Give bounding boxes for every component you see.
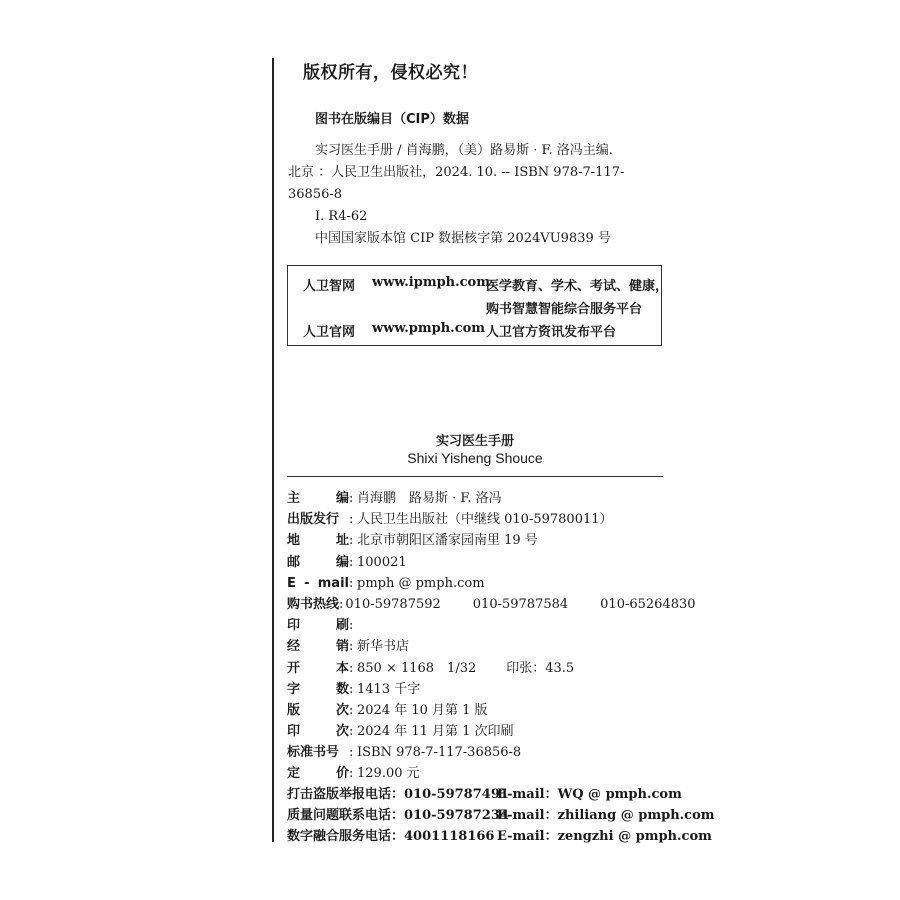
cip-record xyxy=(288,140,668,250)
site-url[interactable]: www.ipmph.com xyxy=(372,275,490,290)
info-label: E - mail xyxy=(287,575,349,591)
contact-row xyxy=(287,826,712,847)
info-row-postcode: 邮 编 : 100021 xyxy=(287,552,667,573)
info-value: 2024 年 10 月第 1 版 xyxy=(357,702,488,718)
contact-label: 质量问题联系电话： xyxy=(287,808,405,823)
contact-list xyxy=(287,784,715,847)
info-label: 主 编 xyxy=(287,491,349,506)
site-desc: 人卫官方资讯发布平台 xyxy=(486,325,617,340)
site-url[interactable]: www.pmph.com xyxy=(372,321,486,336)
info-row-editor: 主 编 : 肖海鹏 路易斯 · F. 洛冯 xyxy=(287,488,667,509)
contact-email[interactable]: E-mail：zengzhi @ pmph.com xyxy=(497,829,712,844)
info-row-email: E - mail : pmph @ pmph.com xyxy=(287,573,667,594)
cip-line: Ⅰ. R4-62 xyxy=(315,209,368,224)
info-row-isbn: 标准书号 : ISBN 978-7-117-36856-8 xyxy=(287,742,667,763)
info-value: 100021 xyxy=(357,554,407,570)
info-label: 版 次 xyxy=(287,702,349,718)
cip-line: 中国国家版本馆 CIP 数据核字第 2024VU9839 号 xyxy=(315,231,611,246)
info-row-format: 开 本 : 850 × 1168 1/32 印张：43.5 xyxy=(287,658,667,679)
site-name: 人卫智网 xyxy=(303,279,356,294)
info-value: 人民卫生出版社（中继线 010-59780011） xyxy=(357,512,613,528)
info-row-edition: 版 次 : 2024 年 10 月第 1 版 xyxy=(287,700,667,721)
divider xyxy=(287,476,663,477)
info-label: 地 址 xyxy=(287,533,349,549)
info-row-publisher: 出版发行 : 人民卫生出版社（中继线 010-59780011） xyxy=(287,509,667,530)
info-label: 定 价 xyxy=(287,766,349,782)
info-label: 经 销 xyxy=(287,639,349,655)
publication-info xyxy=(287,488,696,785)
info-value: 129.00 元 xyxy=(357,766,420,782)
cip-line: 实习医生手册 / 肖海鹏，（美）路易斯 · F. 洛冯主编. xyxy=(315,143,613,158)
site-desc: 购书智慧智能综合服务平台 xyxy=(486,302,643,317)
info-row-words: 字 数 : 1413 千字 xyxy=(287,679,667,700)
rights-notice: 版权所有，侵权必究！ xyxy=(303,63,478,83)
margin-rule xyxy=(272,58,274,842)
site-desc: 医学教育、学术、考试、健康， xyxy=(486,279,669,294)
contact-phone: 010-59787491 xyxy=(404,787,509,802)
book-title: 实习医生手册 xyxy=(435,434,514,449)
info-row-price: 定 价 : 129.00 元 xyxy=(287,763,667,784)
info-label: 购书热线 xyxy=(287,596,340,612)
info-row-address: 地 址 : 北京市朝阳区潘家园南里 19 号 xyxy=(287,530,667,551)
info-label: 标准书号 xyxy=(287,745,340,761)
cip-line: 36856-8 xyxy=(288,187,343,202)
book-pinyin: Shixi Yisheng Shouce xyxy=(407,450,543,466)
info-value: 北京市朝阳区潘家园南里 19 号 xyxy=(357,533,538,549)
info-label: 印 刷 xyxy=(287,618,349,634)
website-box xyxy=(287,265,669,346)
info-value: 2024 年 11 月第 1 次印刷 xyxy=(357,724,514,740)
info-value: 010-59787592 010-59787584 010-65264830 xyxy=(345,596,696,612)
info-value: 850 × 1168 1/32 印张：43.5 xyxy=(357,660,575,676)
info-row-impression: 印 次 : 2024 年 11 月第 1 次印刷 xyxy=(287,721,667,742)
cip-title: 图书在版编目（CIP）数据 xyxy=(315,112,469,127)
contact-label: 数字融合服务电话： xyxy=(287,829,405,844)
contact-label: 打击盗版举报电话： xyxy=(287,787,405,802)
info-value: 新华书店 xyxy=(357,639,410,655)
cip-line: 北京 ：人民卫生出版社，2024. 10. -- ISBN 978-7-117- xyxy=(288,165,625,180)
info-row-printing: 印 刷 : xyxy=(287,615,667,636)
site-name: 人卫官网 xyxy=(303,325,356,340)
contact-phone: 4001118166 xyxy=(404,829,495,844)
contact-row xyxy=(287,805,715,826)
contact-row xyxy=(287,784,682,805)
info-value: ISBN 978-7-117-36856-8 xyxy=(357,745,522,761)
info-label: 印 次 xyxy=(287,724,349,740)
contact-phone: 010-59787234 xyxy=(404,808,509,823)
info-label: 邮 编 xyxy=(287,554,349,570)
contact-email[interactable]: E-mail：WQ @ pmph.com xyxy=(497,787,682,802)
info-label: 字 数 xyxy=(287,681,349,697)
info-value[interactable]: pmph @ pmph.com xyxy=(357,575,485,591)
info-row-distributor: 经 销 : 新华书店 xyxy=(287,636,667,657)
contact-email[interactable]: E-mail：zhiliang @ pmph.com xyxy=(497,808,715,823)
info-label: 开 本 xyxy=(287,660,349,676)
info-value: 1413 千字 xyxy=(357,681,421,697)
info-row-hotline: 购书热线 : 010-59787592 010-59787584 010-65264830 xyxy=(287,594,667,615)
info-label: 出版发行 xyxy=(287,512,340,528)
info-value: 肖海鹏 路易斯 · F. 洛冯 xyxy=(357,491,502,506)
